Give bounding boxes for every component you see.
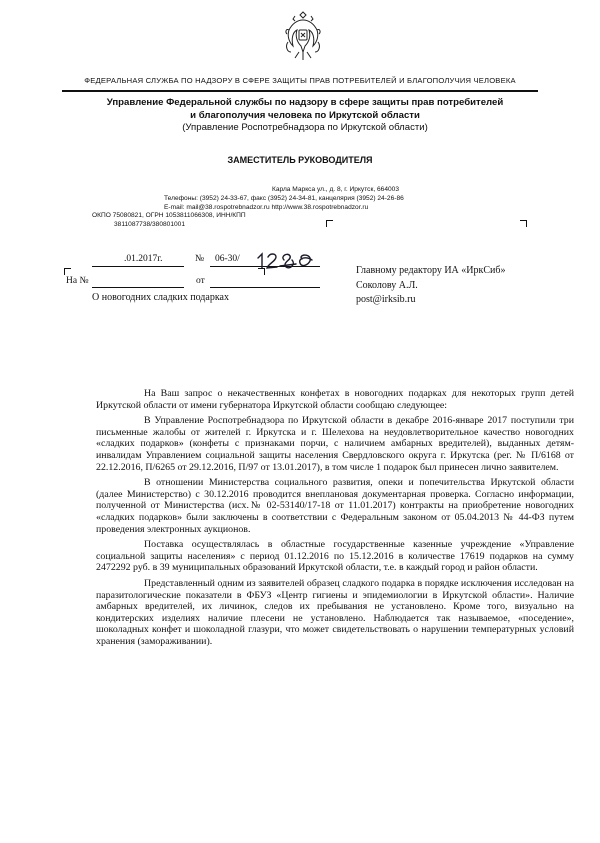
ids-line-1: ОКПО 75080821, ОГРН 1053811066308, ИНН/КПП <box>92 212 246 219</box>
address-line: Карла Маркса ул., д. 8, г. Иркутск, 664003 <box>272 186 400 193</box>
position-title: ЗАМЕСТИТЕЛЬ РУКОВОДИТЕЛЯ <box>227 155 373 165</box>
addressee-line-1: Главному редактору ИА «ИркСиб» <box>356 265 506 276</box>
reg-number-label: № <box>195 254 205 264</box>
body-paragraph-3: В отношении Министерства социального развития, опеки и попечительства Иркутской области (далее Министерство) с 30.12.2016 проводится внеплановая документарная проверка. Согласно информации, полученной от Министерства (исх.№ 02-53140/17-18 от 11.01.2017) контракты на приобретение новогодних «сладких подарков» были заключены в соответствии с Федеральным законом от 05.04.2013 № 44-ФЗ путем проведения электронных аукционов. <box>96 477 574 535</box>
reg-date-underline <box>92 266 184 267</box>
header-divider <box>62 90 538 92</box>
state-emblem-icon <box>283 8 323 64</box>
corner-mark-top-right <box>520 220 527 227</box>
ref-from-label: от <box>196 276 205 286</box>
addressee-block <box>356 264 586 308</box>
reg-number: 06-30/ <box>215 254 240 264</box>
letter-subject: О новогодних сладких подарках <box>92 292 229 303</box>
org-short-name: (Управление Роспотребнадзора по Иркутской области) <box>182 122 428 133</box>
ref-number-underline <box>92 287 184 288</box>
phones-line: Телефоны: (3952) 24-33-67, факс (3952) 24-34-81, канцелярия (3952) 24-26-86 <box>164 194 404 202</box>
ref-number-label: На № <box>66 276 89 286</box>
ids-line-2: 3811087738/380801001 <box>114 220 186 228</box>
corner-mark-ref-left <box>64 268 71 275</box>
corner-mark-top-left <box>326 220 333 227</box>
addressee-email: post@irksib.ru <box>356 294 416 305</box>
addressee-line-2: Соколову А.Л. <box>356 279 418 291</box>
contacts-block <box>160 186 540 212</box>
email-line: E-mail: mail@38.rospotrebnadzor.ru http://www.38.rospotrebnadzor.ru <box>164 203 369 211</box>
body-paragraph-1: На Ваш запрос о некачественных конфетах в новогодних подарках для некоторых групп детей Иркутской области от имени губернатора Иркутской области сообщаю следующее: <box>96 388 574 411</box>
agency-line: ФЕДЕРАЛЬНАЯ СЛУЖБА ПО НАДЗОРУ В СФЕРЕ ЗАЩИТЫ ПРАВ ПОТРЕБИТЕЛЕЙ И БЛАГОПОЛУЧИЯ ЧЕЛОВЕКА <box>84 76 516 85</box>
body-paragraph-2: В Управление Роспотребнадзора по Иркутской области в декабре 2016-январе 2017 поступили три письменные жалобы от жителей г. Иркутска и г. Шелехова на неудовлетворительное качество новогодних «сладких подарков» (конфеты с признаками порчи, с наличием амбарных вредителей), выданных детям-инвалидам Управлением социальной защиты населения Свердловского округа г. Иркутска (рег. № П/6168 от 22.12.2016, П/6265 от 29.12.2016, П/97 от 13.01.2017), в том числе 1 подарок был принесен лично заявителем. <box>96 415 574 473</box>
body-paragraph-5: Представленный одним из заявителей образец сладкого подарка в порядке исключения исследован на паразитологические показатели в ФБУЗ «Центр гигиены и эпидемиологии в Иркутской области». Наличие амбарных вредителей, их личинок, следов их пребывания не установлено. Кроме того, визуально на кондитерских изделиях наличие плесени не установлено. Наблюдается так называемое, «поседение», шоколадных конфет и шоколадной глазури, что может свидетельствовать о нарушении температурных условий хранения (замораживании). <box>96 577 574 647</box>
body-paragraph-4: Поставка осуществлялась в областные государственные казенные учреждение «Управление социальной защиты населения» с период 01.12.2016 по 15.12.2016 в количестве 17619 подарков на сумму 2472292 руб. в 39 муниципальных образований Иркутской области, т.е. в каждый город и район области. <box>96 539 574 574</box>
registry-ids <box>92 212 292 229</box>
organization-block <box>70 97 540 135</box>
org-name-line-1: Управление Федеральной службы по надзору в сфере защиты прав потребителей <box>106 97 504 108</box>
reg-date: .01.2017г. <box>124 254 163 264</box>
ref-date-underline <box>210 287 320 288</box>
handwritten-number <box>254 250 326 272</box>
letter-body <box>96 388 574 651</box>
org-name-line-2: и благополучия человека по Иркутской области <box>190 109 420 121</box>
